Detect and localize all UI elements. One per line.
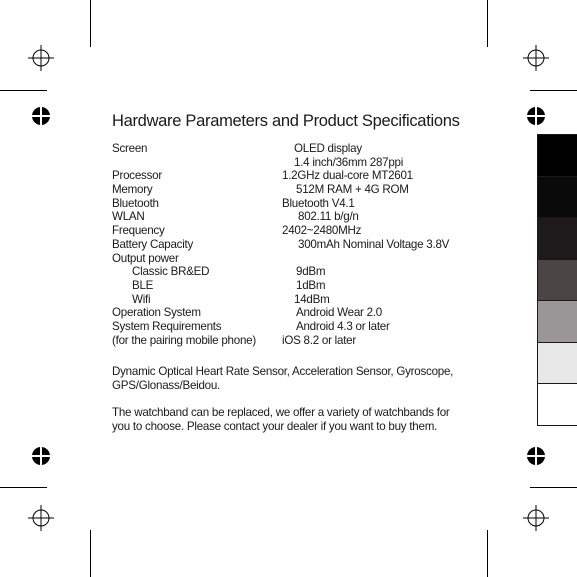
spec-row [112,279,472,293]
crop-mark [90,0,91,47]
spec-value: iOS 8.2 or later [282,333,356,347]
registration-target-icon [523,505,549,531]
spec-label: Operation System [112,306,201,320]
spec-label: Screen [112,142,148,155]
spec-label: BLE [132,278,154,292]
spec-row [112,265,472,279]
crop-mark [90,530,91,577]
spec-row [112,334,472,348]
color-swatch [538,384,577,425]
color-swatch [538,301,577,343]
crop-mark [0,487,47,488]
spec-row [112,169,472,183]
spec-value: Bluetooth V4.1 [282,196,355,210]
spec-row [112,197,472,211]
registration-target-icon [523,45,549,71]
spec-label: System Requirements [112,319,222,333]
spec-row [112,183,472,197]
spec-label: WLAN [112,210,145,224]
crop-mark [487,0,488,47]
spec-row [112,156,472,170]
spec-value: 300mAh Nominal Voltage 3.8V [298,237,450,251]
spec-row [112,142,472,156]
spec-row [112,224,472,238]
spec-label: Output power [112,251,179,265]
spec-row [112,210,472,224]
crop-mark [530,487,577,488]
registration-dot-icon [527,447,545,465]
spec-value: 2402~2480MHz [282,224,362,238]
registration-target-icon [28,505,54,531]
color-swatch [538,135,577,177]
registration-target-icon [28,45,54,71]
spec-label: Processor [112,169,162,183]
spec-label: Classic BR&ED [132,265,210,279]
spec-value: 14dBm [294,292,330,306]
spec-label: Memory [112,183,153,197]
spec-row [112,252,472,266]
spec-label: Frequency [112,224,165,238]
crop-mark [530,90,577,91]
spec-value: Android Wear 2.0 [296,306,383,320]
spec-label: Battery Capacity [112,237,194,251]
spec-value: 1dBm [296,278,326,292]
registration-dot-icon [32,107,50,125]
spec-value: 9dBm [296,265,326,279]
color-bar [537,134,577,426]
spec-row [112,238,472,252]
color-swatch [538,260,577,302]
spec-value: Android 4.3 or later [296,319,390,333]
color-swatch [538,177,577,219]
sensors-paragraph: Dynamic Optical Heart Rate Sensor, Acceleration Sensor, Gyroscope, GPS/Glonass/Beidou. [112,365,454,392]
registration-dot-icon [527,107,545,125]
registration-dot-icon [32,447,50,465]
spec-row [112,306,472,320]
spec-value: OLED display [294,142,362,155]
spec-row [112,293,472,307]
spec-label: Bluetooth [112,196,159,210]
spec-row [112,320,472,334]
spec-value: 512M RAM + 4G ROM [296,183,409,197]
page-title: Hardware Parameters and Product Specifications [112,112,460,130]
spec-label: (for the pairing mobile phone) [112,333,256,347]
spec-value: 802.11 b/g/n [298,210,359,224]
crop-mark [487,530,488,577]
spec-value: 1.4 inch/36mm 287ppi [294,155,404,169]
color-swatch [538,343,577,385]
color-swatch [538,218,577,260]
spec-label: Wifi [132,292,151,306]
watchband-paragraph: The watchband can be replaced, we offer a variety of watchbands for you to choose. Please contact your dealer if you want to buy them. [112,406,450,433]
spec-table [112,142,472,347]
spec-value: 1.2GHz dual-core MT2601 [282,169,413,183]
crop-mark [0,90,47,91]
